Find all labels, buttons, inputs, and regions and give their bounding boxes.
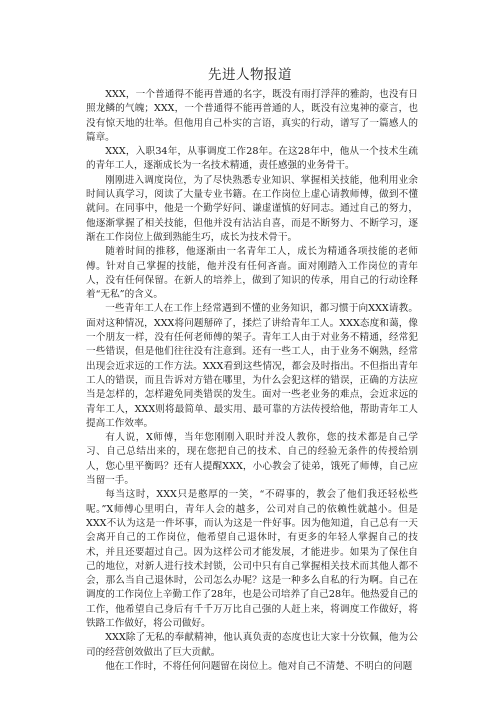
article-body: [86, 88, 418, 674]
paragraph: 刚刚进入调度岗位，为了尽快熟悉专业知识、掌握相关技能，他利用业余时间认真学习，阅读了大量专业书籍。在工作岗位上虚心请教师傅，做到不懂就问。在同事中，他是一个勤学好问、谦虚谨慎的好同志。通过自己的努力，他逐渐掌握了相关技能，但他并没有沾沾自喜，而是不断努力、不断学习，逐渐在工作岗位上做到熟能生巧，成长为技术骨干。: [86, 174, 418, 243]
page-title: 先进人物报道: [208, 67, 292, 83]
paragraph: XXX，入职34年，从事调度工作28年。在这28年中，他从一个技术生疏的青年工人，逐渐成长为一名技术精通，责任感强的业务骨干。: [86, 146, 418, 172]
paragraph: 一些青年工人在工作上经常遇到不懂的业务知识，都习惯于向XXX请教。面对这种情况，XXX将问题掰碎了，揉烂了讲给青年工人。XXX态度和蔼，像一个朋友一样，没有任何老师傅的架子。青年工人由于对业务不精通，经常犯一些错误，但是他们往往没有注意到。还有一些工人，由于业务不娴熟，经常出现会近求远的工作方法。XXX看到这些情况，都会及时指出。不但指出青年工人的错误，而且告诉对方错在哪里，为什么会犯这样的错误，正确的方法应当是怎样的，怎样避免同类错误的发生。面对一些老业务的难点，会近求远的青年工人，XXX则将最简单、最实用、最可靠的方法传授给他，帮助青年工人提高工作效率。: [86, 303, 418, 429]
paragraph: XXX，一个普通得不能再普通的名字，既没有雨打浮萍的雅韵，也没有日照龙鳞的气魄；XXX，一个普通得不能再普通的人，既没有泣鬼神的豪言，也没有惊天地的壮举。但他用自己朴实的言语，真实的行动，谱写了一篇感人的篇章。: [86, 89, 418, 143]
paragraph: 他在工作时，不将任何问题留在岗位上。他对自己不清楚、不明白的问题: [105, 660, 413, 672]
paragraph: XXX除了无私的奉献精神，他认真负责的态度也让大家十分钦佩，他为公司的经营创效做出了巨大贡献。: [86, 632, 418, 658]
paragraph: 有人说，X师傅，当年您刚刚入职时并没人教你，您的技术都是自己学习、自己总结出来的，现在您把自己的技术、自己的经验无条件的传授给别人，您心里平衡吗？还有人提醒XXX，小心教会了徒弟，饿死了师傅，自己应当留一手。: [86, 432, 418, 487]
paragraph: 随着时间的推移，他逐渐由一名青年工人，成长为精通各项技能的老师傅。针对自己掌握的技能，他并没有任何吝啬。面对刚踏入工作岗位的青年人，没有任何保留。在新人的培养上，做到了知识的传承，用自己的行动诠释着“无私”的含义。: [86, 246, 418, 301]
paragraph: 每当这时，XXX只是憨厚的一笑，“不碍事的，教会了他们我还轻松些呢。”X师傅心里明白，青年人会的越多，公司对自己的依赖性就越小。但是XXX不认为这是一件坏事，而认为这是一件好事。因为他知道，自己总有一天会离开自己的工作岗位，他希望自己退休时，有更多的年轻人掌握自己的技术，并且还要超过自己。因为这样公司才能发展，才能进步。如果为了保住自己的地位，对新人进行技术封锁，公司中只有自己掌握相关技术而其他人都不会，那么当自己退休时，公司怎么办呢？这是一种多么自私的行为啊。自己在调度的工作岗位上辛勤工作了28年，也是公司培养了自己28年。他热爱自己的工作，他希望自己身后有千千万万比自己强的人赶上来，将调度工作做好，将铁路工作做好，将公司做好。: [86, 489, 418, 629]
